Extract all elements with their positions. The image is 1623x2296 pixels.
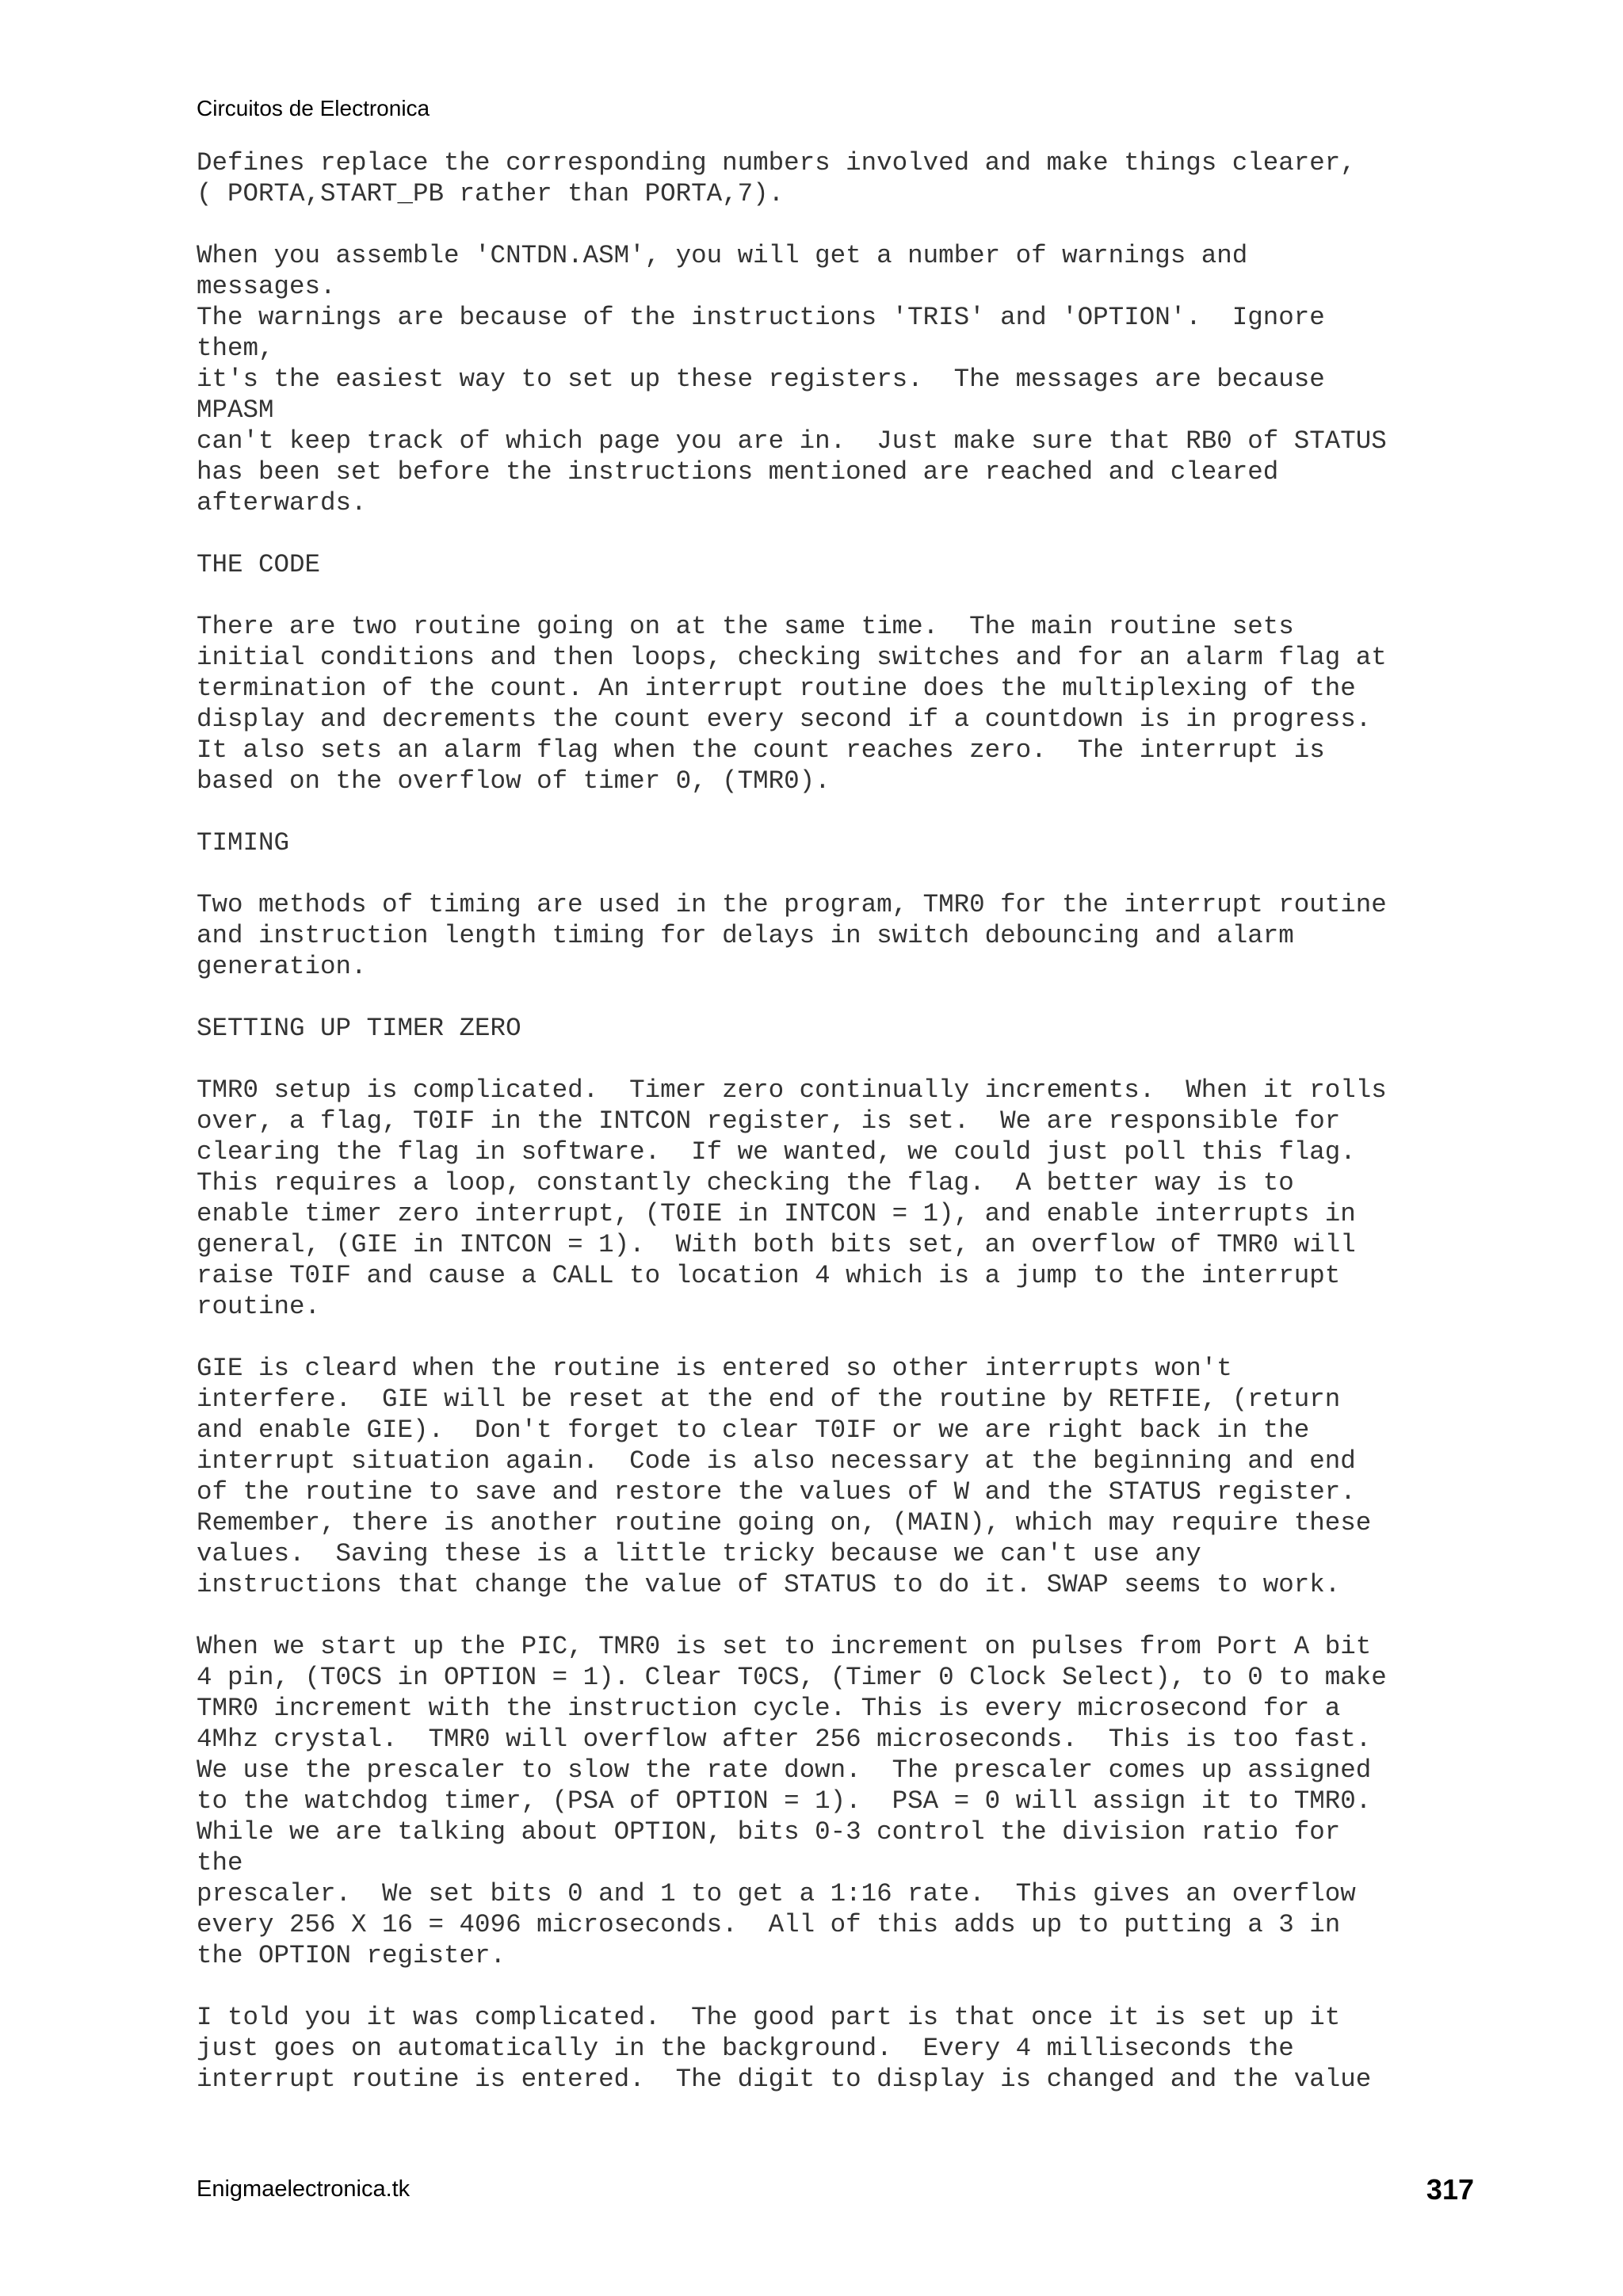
text-line: initial conditions and then loops, checking switches and for an alarm flag at — [197, 643, 1387, 672]
text-line: TMR0 increment with the instruction cycle. This is every microsecond for a — [197, 1694, 1341, 1723]
text-line: 4 pin, (T0CS in OPTION = 1). Clear T0CS, (Timer 0 Clock Select), to 0 to make — [197, 1663, 1387, 1692]
text-line: raise T0IF and cause a CALL to location 4 which is a jump to the interrupt — [197, 1261, 1341, 1290]
text-line: clearing the flag in software. If we wanted, we could just poll this flag. — [197, 1137, 1356, 1167]
text-line: enable timer zero interrupt, (T0IE in INTCON = 1), and enable interrupts in — [197, 1199, 1356, 1228]
text-line: THE CODE — [197, 550, 321, 579]
text-line: When you assemble 'CNTDN.ASM', you will get a number of warnings and — [197, 241, 1248, 270]
text-line: There are two routine going on at the same time. The main routine sets — [197, 612, 1294, 641]
text-line: When we start up the PIC, TMR0 is set to increment on pulses from Port A bit — [197, 1632, 1372, 1661]
text-line: to the watchdog timer, (PSA of OPTION = 1). PSA = 0 will assign it to TMR0. — [197, 1786, 1372, 1816]
text-line: routine. — [197, 1292, 321, 1321]
text-line: display and decrements the count every second if a countdown is in progress. — [197, 705, 1372, 734]
text-line: the OPTION register. — [197, 1941, 506, 1970]
text-line: afterwards. — [197, 488, 367, 518]
text-line: values. Saving these is a little tricky because we can't use any — [197, 1539, 1201, 1568]
text-line: 4Mhz crystal. TMR0 will overflow after 256 microseconds. This is too fast. — [197, 1725, 1372, 1754]
text-line: can't keep track of which page you are in. Just make sure that RB0 of STATUS — [197, 426, 1387, 456]
text-line: Two methods of timing are used in the program, TMR0 for the interrupt routine — [197, 890, 1387, 919]
text-line: and enable GIE). Don't forget to clear T0IF or we are right back in the — [197, 1415, 1310, 1445]
text-line: messages. — [197, 272, 336, 301]
text-line: The warnings are because of the instructions 'TRIS' and 'OPTION'. Ignore — [197, 303, 1325, 332]
text-line: interrupt routine is entered. The digit to display is changed and the value — [197, 2065, 1372, 2094]
text-line: ( PORTA,START_PB rather than PORTA,7). — [197, 179, 785, 208]
text-line: every 256 X 16 = 4096 microseconds. All of this adds up to putting a 3 in — [197, 1910, 1341, 1939]
text-line: SETTING UP TIMER ZERO — [197, 1014, 521, 1043]
text-line: based on the overflow of timer 0, (TMR0). — [197, 766, 831, 796]
text-line: We use the prescaler to slow the rate down. The prescaler comes up assigned — [197, 1755, 1372, 1785]
text-line: interfere. GIE will be reset at the end of the routine by RETFIE, (return — [197, 1385, 1341, 1414]
text-line: the — [197, 1848, 243, 1878]
text-line: them, — [197, 334, 274, 363]
text-line: TMR0 setup is complicated. Timer zero continually increments. When it rolls — [197, 1075, 1387, 1105]
text-line: prescaler. We set bits 0 and 1 to get a 1:16 rate. This gives an overflow — [197, 1879, 1356, 1908]
text-line: While we are talking about OPTION, bits 0-3 control the division ratio for — [197, 1817, 1341, 1847]
text-line: Defines replace the corresponding numbers involved and make things clearer, — [197, 148, 1356, 178]
text-line: It also sets an alarm flag when the count reaches zero. The interrupt is — [197, 735, 1325, 765]
text-line: generation. — [197, 952, 367, 981]
footer-site: Enigmaelectronica.tk — [197, 2176, 411, 2202]
text-line: interrupt situation again. Code is also necessary at the beginning and end — [197, 1446, 1356, 1476]
text-line: it's the easiest way to set up these registers. The messages are because — [197, 365, 1325, 394]
running-header: Circuitos de Electronica — [197, 96, 430, 120]
text-line: This requires a loop, constantly checking the flag. A better way is to — [197, 1168, 1294, 1198]
page-number: 317 — [1426, 2173, 1474, 2206]
text-line: over, a flag, T0IF in the INTCON register, is set. We are responsible for — [197, 1106, 1341, 1136]
text-line: GIE is cleard when the routine is entered so other interrupts won't — [197, 1354, 1232, 1383]
text-line: of the routine to save and restore the values of W and the STATUS register. — [197, 1477, 1356, 1507]
text-line: MPASM — [197, 395, 274, 425]
text-line: just goes on automatically in the background. Every 4 milliseconds the — [197, 2034, 1294, 2063]
text-line: instructions that change the value of STATUS to do it. SWAP seems to work. — [197, 1570, 1341, 1599]
text-line: termination of the count. An interrupt routine does the multiplexing of the — [197, 674, 1356, 703]
text-line: and instruction length timing for delays in switch debouncing and alarm — [197, 921, 1294, 950]
text-line: TIMING — [197, 828, 290, 858]
body-text — [197, 147, 1544, 2095]
text-line: Remember, there is another routine going on, (MAIN), which may require these — [197, 1508, 1372, 1538]
text-line: I told you it was complicated. The good part is that once it is set up it — [197, 2003, 1341, 2032]
text-line: general, (GIE in INTCON = 1). With both bits set, an overflow of TMR0 will — [197, 1230, 1356, 1259]
text-line: has been set before the instructions mentioned are reached and cleared — [197, 457, 1279, 487]
